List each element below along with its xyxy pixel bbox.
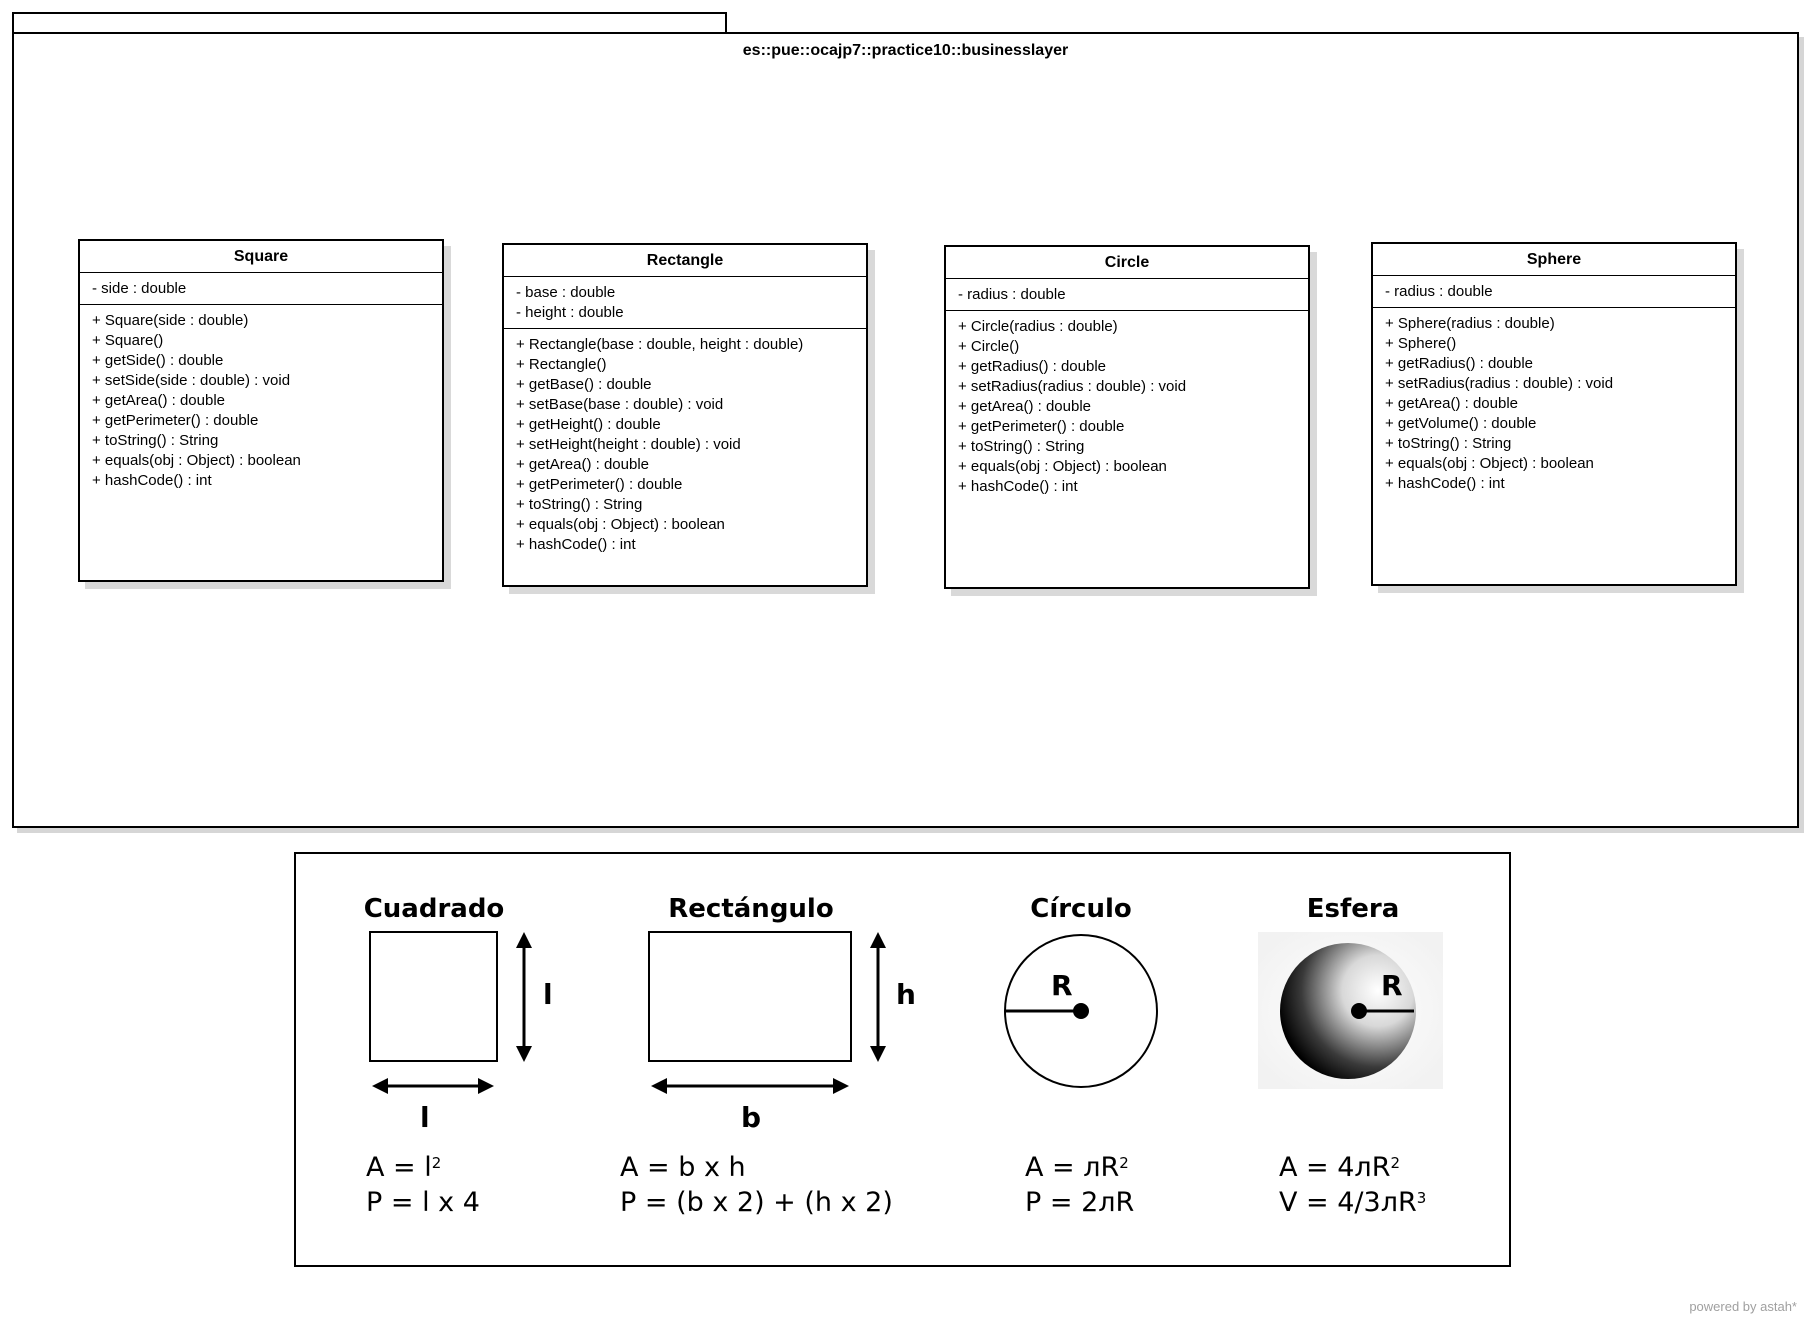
rectangle-horizontal-arrow: [651, 1078, 849, 1094]
class-member: - height : double: [516, 304, 624, 321]
class-member: + getBase() : double: [516, 376, 652, 393]
rectangle-title: Rectángulo: [668, 894, 834, 924]
sphere-title: Esfera: [1306, 894, 1400, 924]
sphere-radius-label: R: [1381, 969, 1403, 1002]
class-member: + getArea() : double: [958, 398, 1092, 415]
class-member: + getSide() : double: [92, 352, 224, 369]
package-title: es::pue::ocajp7::practice10::businesslayer: [742, 42, 1069, 59]
circle-radius-label: R: [1051, 969, 1073, 1002]
rectangle-height-label: h: [896, 978, 916, 1011]
class-member: + hashCode() : int: [958, 478, 1078, 495]
class-member: + equals(obj : Object) : boolean: [958, 458, 1167, 475]
class-member: + Square(): [92, 332, 164, 349]
class-member: + equals(obj : Object) : boolean: [516, 516, 725, 533]
class-member: + equals(obj : Object) : boolean: [1385, 455, 1594, 472]
class-member: - radius : double: [958, 286, 1066, 303]
circle-formulas: $A = лR^2$ P = 2лR: [1025, 1152, 1135, 1218]
class-attributes: [1373, 276, 1735, 308]
class-operations: [504, 329, 866, 555]
class-member: + toString() : String: [958, 438, 1085, 455]
circle-center-dot: [1073, 1003, 1089, 1019]
class-member: + toString() : String: [92, 432, 219, 449]
class-member: + getRadius() : double: [1385, 355, 1534, 372]
class-member: + getPerimeter() : double: [92, 412, 259, 429]
square-title: Cuadrado: [363, 894, 505, 924]
class-member: + toString() : String: [1385, 435, 1512, 452]
sphere-center-dot: [1351, 1003, 1367, 1019]
class-name: Square: [80, 241, 442, 273]
class-sphere[interactable]: [1371, 242, 1737, 586]
watermark: powered by astah*: [1689, 1299, 1797, 1314]
class-member: + setHeight(height : double) : void: [516, 436, 741, 453]
class-name: Circle: [946, 247, 1308, 279]
class-member: + Rectangle(base : double, height : double): [516, 336, 804, 353]
circle-title: Círculo: [1030, 894, 1132, 924]
square-horizontal-arrow: [372, 1078, 494, 1094]
square-formulas: $A = l^2$ P = l x 4: [366, 1152, 480, 1218]
class-member: + hashCode() : int: [92, 472, 212, 489]
class-name: Rectangle: [504, 245, 866, 277]
square-shape: [370, 932, 497, 1061]
class-member: + setSide(side : double) : void: [92, 372, 291, 389]
class-member: + getHeight() : double: [516, 416, 661, 433]
class-circle[interactable]: [944, 245, 1310, 589]
class-operations: [1373, 308, 1735, 494]
class-member: + Sphere(radius : double): [1385, 315, 1555, 332]
class-member: + hashCode() : int: [1385, 475, 1505, 492]
class-member: + getPerimeter() : double: [516, 476, 683, 493]
sphere-formulas: $A = 4лR^2$ $V = 4/3лR^3$: [1279, 1152, 1427, 1218]
class-member: - side : double: [92, 280, 187, 297]
square-bottom-label: l: [420, 1101, 430, 1134]
rectangle-shape: [649, 932, 851, 1061]
class-attributes: [80, 273, 442, 305]
class-member: + setRadius(radius : double) : void: [1385, 375, 1614, 392]
class-member: + getRadius() : double: [958, 358, 1107, 375]
class-member: + equals(obj : Object) : boolean: [92, 452, 301, 469]
class-name: Sphere: [1373, 244, 1735, 276]
rectangle-vertical-arrow: [870, 932, 886, 1062]
class-rectangle[interactable]: [502, 243, 868, 587]
class-member: + getPerimeter() : double: [958, 418, 1125, 435]
class-attributes: [946, 279, 1308, 311]
square-vertical-arrow: [516, 932, 532, 1062]
rectangle-formulas: A = b x h P = (b x 2) + (h x 2): [620, 1152, 893, 1218]
class-member: + getArea() : double: [1385, 395, 1519, 412]
class-member: + setRadius(radius : double) : void: [958, 378, 1187, 395]
class-square[interactable]: [78, 239, 444, 582]
class-member: + getArea() : double: [92, 392, 226, 409]
class-member: + Sphere(): [1385, 335, 1457, 352]
class-member: + hashCode() : int: [516, 536, 636, 553]
class-operations: [946, 311, 1308, 497]
class-member: + Circle(): [958, 338, 1020, 355]
class-member: - base : double: [516, 284, 616, 301]
class-operations: [80, 305, 442, 491]
class-member: + Circle(radius : double): [958, 318, 1118, 335]
class-member: + toString() : String: [516, 496, 643, 513]
class-member: - radius : double: [1385, 283, 1493, 300]
rectangle-base-label: b: [741, 1101, 762, 1134]
class-member: + setBase(base : double) : void: [516, 396, 724, 413]
formula-panel: [294, 852, 1511, 1267]
class-member: + getVolume() : double: [1385, 415, 1537, 432]
package-tab: [12, 12, 727, 32]
class-member: + getArea() : double: [516, 456, 650, 473]
class-member: + Rectangle(): [516, 356, 607, 373]
class-attributes: [504, 277, 866, 329]
square-side-label: l: [543, 978, 553, 1011]
class-member: + Square(side : double): [92, 312, 249, 329]
